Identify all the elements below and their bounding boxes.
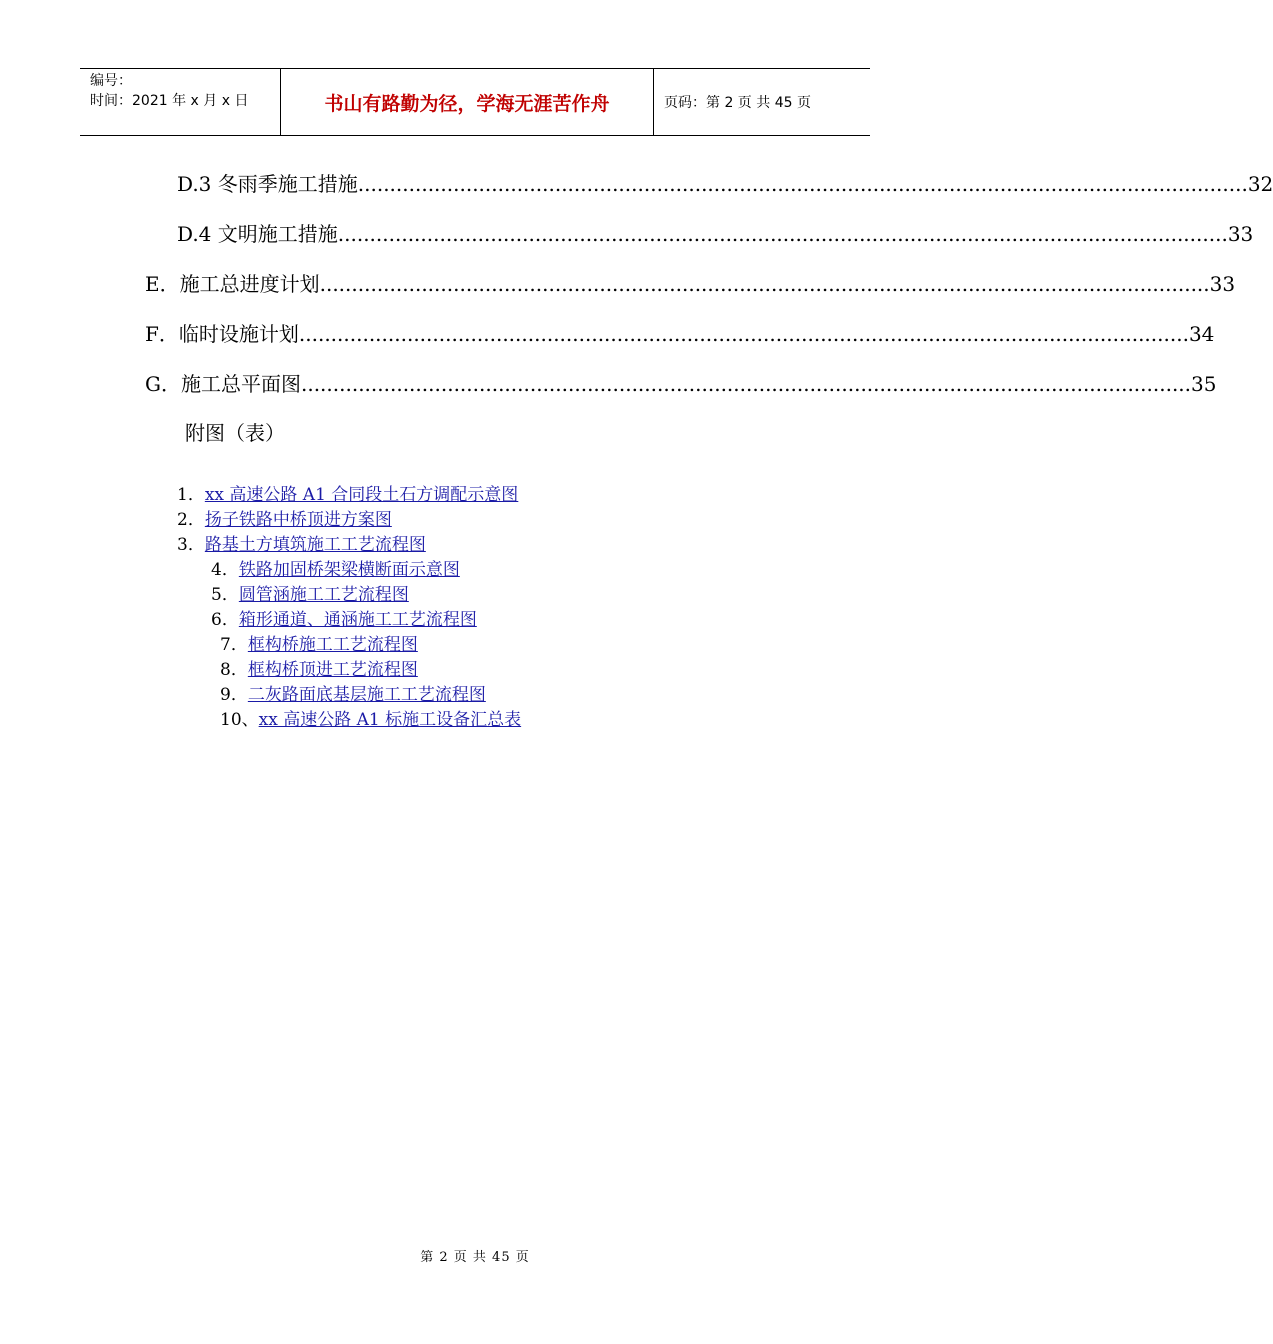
toc-entry-d4[interactable] [177,219,1254,249]
list-item [211,558,460,582]
toc-entry-number: G． [145,372,181,396]
list-item-number: 8． [220,660,248,680]
appendix-link[interactable]: 路基土方填筑施工工艺流程图 [204,535,426,555]
header-time-label: 时间：2021 年 x 月 x 日 [90,93,249,109]
list-item [220,658,418,682]
header-number-label: 编号： [90,73,132,89]
list-item-number: 6． [211,610,239,630]
toc-entry-d3[interactable] [177,169,1273,199]
toc-entry-title: 临时设施计划 [178,322,299,346]
toc-entry-number: D.3 [177,172,218,196]
list-item [177,483,518,507]
list-item-number: 5． [211,585,239,605]
toc-entry-title: 施工总进度计划 [179,272,320,296]
toc-entry-title: 施工总平面图 [180,372,301,396]
toc-entry-page: 33 [1209,272,1236,296]
list-item [177,508,392,532]
page-header [80,68,870,136]
list-item [220,708,521,732]
appendix-link[interactable]: 铁路加固桥架梁横断面示意图 [238,560,460,580]
header-page-info: 页码：第 2 页 共 45 页 [664,95,811,111]
toc-leader-dots: ............................................................................................................................................ [357,172,1248,196]
toc-leader-dots: ............................................................................................................................................ [300,372,1192,396]
toc-entry-page: 33 [1227,222,1254,246]
appendix-link[interactable]: 扬子铁路中桥顶进方案图 [204,510,392,530]
list-item [211,583,409,607]
list-item [211,608,477,632]
appendix-link[interactable]: 圆管涵施工工艺流程图 [238,585,409,605]
list-item-number: 2． [177,510,205,530]
toc-entry-page: 34 [1188,322,1215,346]
appendix-link[interactable]: 框构桥顶进工艺流程图 [247,660,418,680]
list-item [220,683,486,707]
toc-entry-title: 冬雨季施工措施 [217,172,358,196]
list-item-number: 10、 [220,710,259,730]
list-item-number: 1． [177,485,205,505]
toc-leader-dots: ............................................................................................................................................ [298,322,1189,346]
toc-leader-dots: ............................................................................................................................................ [337,222,1228,246]
list-item-number: 3． [177,535,205,555]
toc-entry-title: 文明施工措施 [217,222,338,246]
appendix-title: 附图（表） [185,421,285,445]
appendix-link[interactable]: xx 高速公路 A1 合同段土石方调配示意图 [204,485,519,505]
list-item [220,633,418,657]
appendix-link[interactable]: 二灰路面底基层施工工艺流程图 [247,685,486,705]
list-item-number: 9． [220,685,248,705]
toc-entry-number: D.4 [177,222,218,246]
toc-entry-e[interactable] [145,269,1236,299]
appendix-link[interactable]: 框构桥施工工艺流程图 [247,635,418,655]
toc-entry-page: 35 [1191,372,1217,396]
page-footer: 第 2 页 共 45 页 [420,1250,530,1265]
list-item [177,533,426,557]
toc-entry-number: E． [145,272,180,296]
toc-leader-dots: ............................................................................................................................................ [319,272,1210,296]
header-meta [80,69,281,135]
toc-entry-page: 32 [1247,172,1273,196]
toc-entry-g[interactable] [145,369,1217,399]
list-item-number: 7． [220,635,248,655]
toc-entry-number: F． [145,322,179,346]
list-item-number: 4． [211,560,239,580]
header-motto: 书山有路勤为径，学海无涯苦作舟 [281,69,654,135]
appendix-link[interactable]: xx 高速公路 A1 标施工设备汇总表 [258,710,522,730]
appendix-link[interactable]: 箱形通道、通涵施工工艺流程图 [238,610,477,630]
toc-entry-f[interactable] [145,319,1215,349]
